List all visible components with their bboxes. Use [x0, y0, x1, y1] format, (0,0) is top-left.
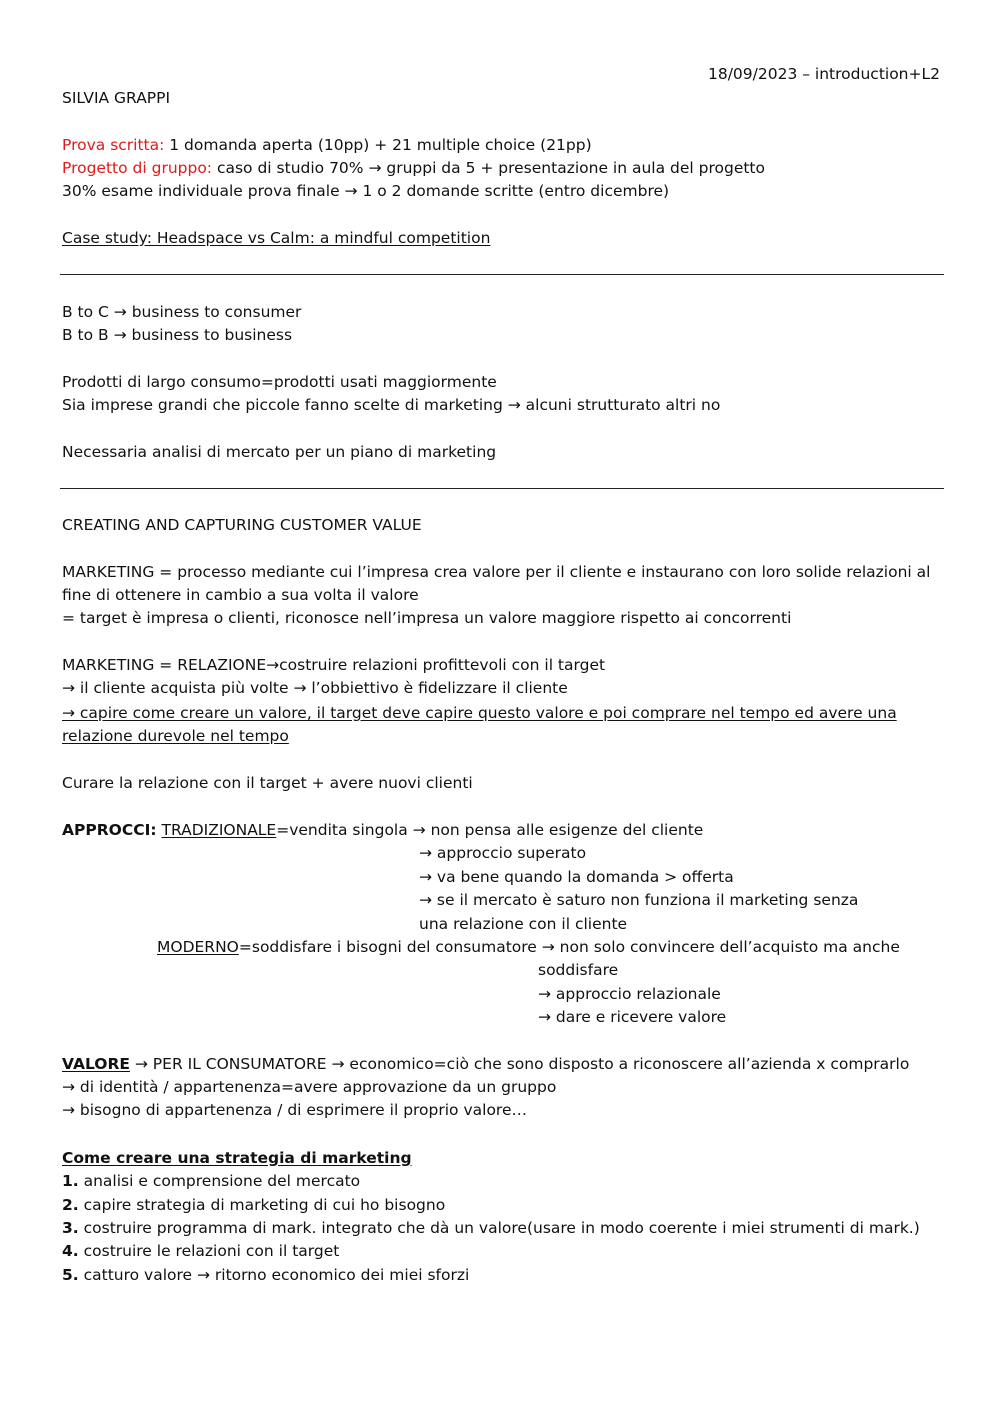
- modern-line: [157, 937, 900, 957]
- definition-line: fine di ottenere in cambio a sua volta il valore: [62, 586, 419, 604]
- approcci-label: APPROCCI:: [62, 821, 157, 839]
- choices-line: Sia imprese grandi che piccole fanno scelte di marketing → alcuni strutturato altri no: [62, 396, 721, 414]
- exam-written-line: [62, 135, 592, 155]
- step-text: capire strategia di marketing di cui ho bisogno: [78, 1196, 446, 1214]
- step-text: analisi e comprensione del mercato: [78, 1172, 361, 1190]
- strategy-title: Come creare una strategia di marketing: [62, 1149, 412, 1167]
- valore-line: [62, 1054, 909, 1074]
- strategy-step: [62, 1195, 445, 1215]
- step-number: 3.: [62, 1219, 79, 1237]
- modern-point: → approccio relazionale: [538, 985, 721, 1003]
- step-text: catturo valore → ritorno economico dei miei sforzi: [78, 1266, 470, 1284]
- step-number: 2.: [62, 1196, 79, 1214]
- traditional-point: → approccio superato: [419, 844, 587, 862]
- traditional-point: una relazione con il cliente: [419, 915, 628, 933]
- b2c-line: B to C → business to consumer: [62, 303, 302, 321]
- relation-line: MARKETING = RELAZIONE→costruire relazioni profittevoli con il target: [62, 656, 606, 674]
- date-header: 18/09/2023 – introduction+L2: [707, 65, 940, 83]
- step-number: 5.: [62, 1266, 79, 1284]
- modern-point: soddisfare: [538, 961, 619, 979]
- step-number: 4.: [62, 1242, 79, 1260]
- relation-line: relazione durevole nel tempo: [62, 727, 289, 745]
- traditional-text: =vendita singola → non pensa alle esigenze del cliente: [276, 821, 704, 839]
- definition-line: MARKETING = processo mediante cui l’impresa crea valore per il cliente e instaurano con loro solide relazioni al: [62, 563, 931, 581]
- strategy-step: [62, 1218, 920, 1238]
- group-label: Progetto di gruppo:: [62, 159, 213, 177]
- valore-point: → bisogno di appartenenza / di esprimere il proprio valore…: [62, 1101, 527, 1119]
- valore-label: VALORE: [62, 1055, 130, 1073]
- written-label: Prova scritta:: [62, 136, 165, 154]
- consumer-goods-line: Prodotti di largo consumo=prodotti usati maggiormente: [62, 373, 497, 391]
- case-study-line: Case study: Headspace vs Calm: a mindful competition: [62, 229, 491, 247]
- valore-point: → di identità / appartenenza=avere approvazione da un gruppo: [62, 1078, 557, 1096]
- modern-point: → dare e ricevere valore: [538, 1008, 727, 1026]
- strategy-step: [62, 1241, 339, 1261]
- traditional-point: → va bene quando la domanda > offerta: [419, 868, 734, 886]
- traditional-label: TRADIZIONALE: [161, 821, 277, 839]
- relation-line: → il cliente acquista più volte → l’obbiettivo è fidelizzare il cliente: [62, 679, 568, 697]
- divider: [60, 274, 944, 275]
- step-text: costruire le relazioni con il target: [78, 1242, 340, 1260]
- care-line: Curare la relazione con il target + avere nuovi clienti: [62, 774, 473, 792]
- modern-text: =soddisfare i bisogni del consumatore → non solo convincere dell’acquisto ma anche: [238, 938, 900, 956]
- valore-text: → PER IL CONSUMATORE → economico=ciò che sono disposto a riconoscere all’azienda x comprarlo: [129, 1055, 910, 1073]
- divider: [60, 488, 944, 489]
- exam-group-line: [62, 158, 765, 178]
- step-text: costruire programma di mark. integrato che dà un valore(usare in modo coerente i miei strumenti di mark.): [78, 1219, 920, 1237]
- step-number: 1.: [62, 1172, 79, 1190]
- approcci-line: [62, 820, 703, 840]
- analysis-line: Necessaria analisi di mercato per un piano di marketing: [62, 443, 497, 461]
- definition-line: = target è impresa o clienti, riconosce nell’impresa un valore maggiore rispetto ai concorrenti: [62, 609, 792, 627]
- written-text: 1 domanda aperta (10pp) + 21 multiple choice (21pp): [164, 136, 592, 154]
- group-text: caso di studio 70% → gruppi da 5 + presentazione in aula del progetto: [212, 159, 765, 177]
- b2b-line: B to B → business to business: [62, 326, 293, 344]
- modern-label: MODERNO: [157, 938, 239, 956]
- section-title: CREATING AND CAPTURING CUSTOMER VALUE: [62, 516, 422, 534]
- traditional-point: → se il mercato è saturo non funziona il marketing senza: [419, 891, 859, 909]
- author-name: SILVIA GRAPPI: [62, 89, 171, 107]
- relation-line: → capire come creare un valore, il target deve capire questo valore e poi comprare nel tempo ed avere una: [62, 704, 897, 722]
- strategy-step: [62, 1171, 360, 1191]
- strategy-step: [62, 1265, 469, 1285]
- exam-individual-line: 30% esame individuale prova finale → 1 o 2 domande scritte (entro dicembre): [62, 182, 670, 200]
